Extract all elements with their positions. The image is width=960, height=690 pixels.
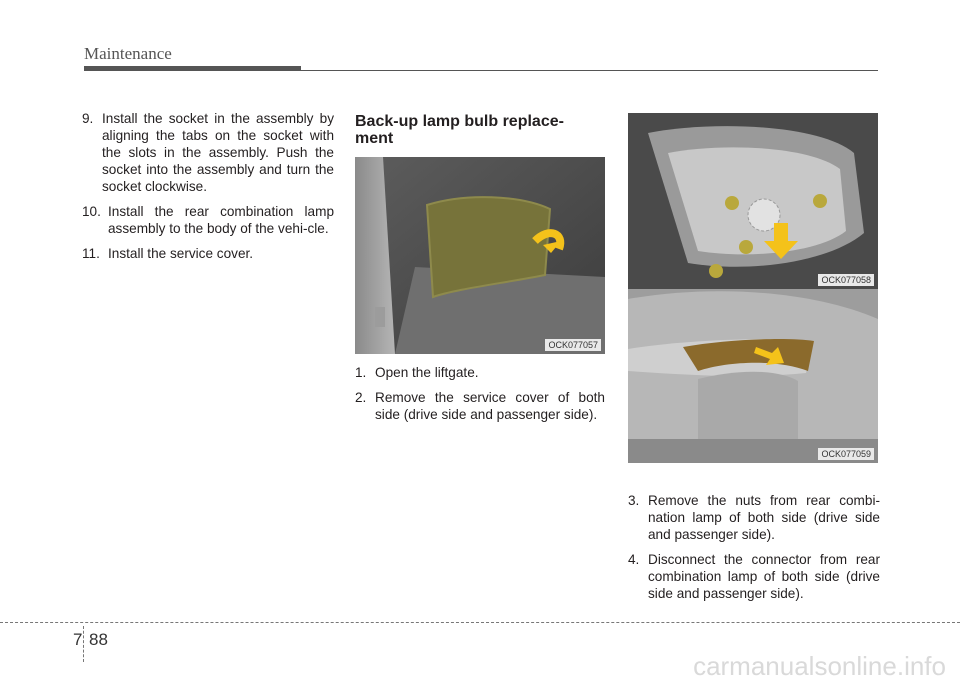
chapter-number: 7 bbox=[73, 630, 83, 649]
watermark: carmanualsonline.info bbox=[693, 651, 946, 681]
rear-car-illustration bbox=[628, 289, 878, 463]
step-10 bbox=[82, 203, 334, 237]
step-text: Disconnect the connector from rear combination lamp of both side (drive side and passenger side). bbox=[648, 552, 880, 601]
step-number: 11. bbox=[82, 246, 100, 261]
step-text: Install the rear combination lamp assembly to the body of the vehi-cle. bbox=[108, 204, 334, 236]
figure-code: OCK077059 bbox=[818, 448, 874, 460]
step-9 bbox=[82, 110, 334, 195]
figure-rear-car bbox=[628, 289, 878, 463]
figure-code: OCK077057 bbox=[545, 339, 601, 351]
section-title-line-1: Back-up lamp bulb replace- bbox=[355, 113, 564, 130]
step-number: 10. bbox=[82, 204, 101, 219]
step-3 bbox=[628, 492, 880, 543]
column-1 bbox=[82, 110, 334, 270]
step-number: 9. bbox=[82, 111, 94, 126]
step-text: Remove the service cover of both side (drive side and passenger side). bbox=[375, 390, 605, 422]
step-11 bbox=[82, 245, 334, 262]
step-text: Install the service cover. bbox=[108, 246, 254, 261]
step-text: Install the socket in the assembly by aligning the tabs on the socket with the slots in the assembly. Push the socket into the assembly and turn the socket clockwise. bbox=[102, 111, 334, 194]
header-rule bbox=[84, 70, 878, 71]
step-number: 3. bbox=[628, 493, 640, 508]
step-number: 4. bbox=[628, 552, 640, 567]
step-text: Remove the nuts from rear combi-nation lamp of both side (drive side and passenger side). bbox=[648, 493, 880, 542]
section-title bbox=[355, 113, 605, 147]
section-title-line-2: ment bbox=[355, 130, 394, 147]
column-3 bbox=[628, 492, 880, 610]
step-2 bbox=[355, 389, 605, 423]
section-header: Maintenance bbox=[84, 44, 172, 63]
figure-lamp-nuts bbox=[628, 113, 878, 289]
step-number: 1. bbox=[355, 365, 367, 380]
step-number: 2. bbox=[355, 390, 367, 405]
step-4 bbox=[628, 551, 880, 602]
figure-code: OCK077058 bbox=[818, 274, 874, 286]
figure-service-cover bbox=[355, 157, 605, 354]
footer-divider bbox=[0, 622, 960, 623]
page-number: 88 bbox=[89, 630, 108, 649]
column-2 bbox=[355, 113, 605, 147]
column-2-steps bbox=[355, 364, 605, 431]
footer-vertical-divider bbox=[83, 626, 84, 662]
service-cover-illustration bbox=[355, 157, 605, 354]
lamp-nuts-illustration bbox=[628, 113, 878, 289]
step-1 bbox=[355, 364, 605, 381]
step-text: Open the liftgate. bbox=[375, 365, 479, 380]
